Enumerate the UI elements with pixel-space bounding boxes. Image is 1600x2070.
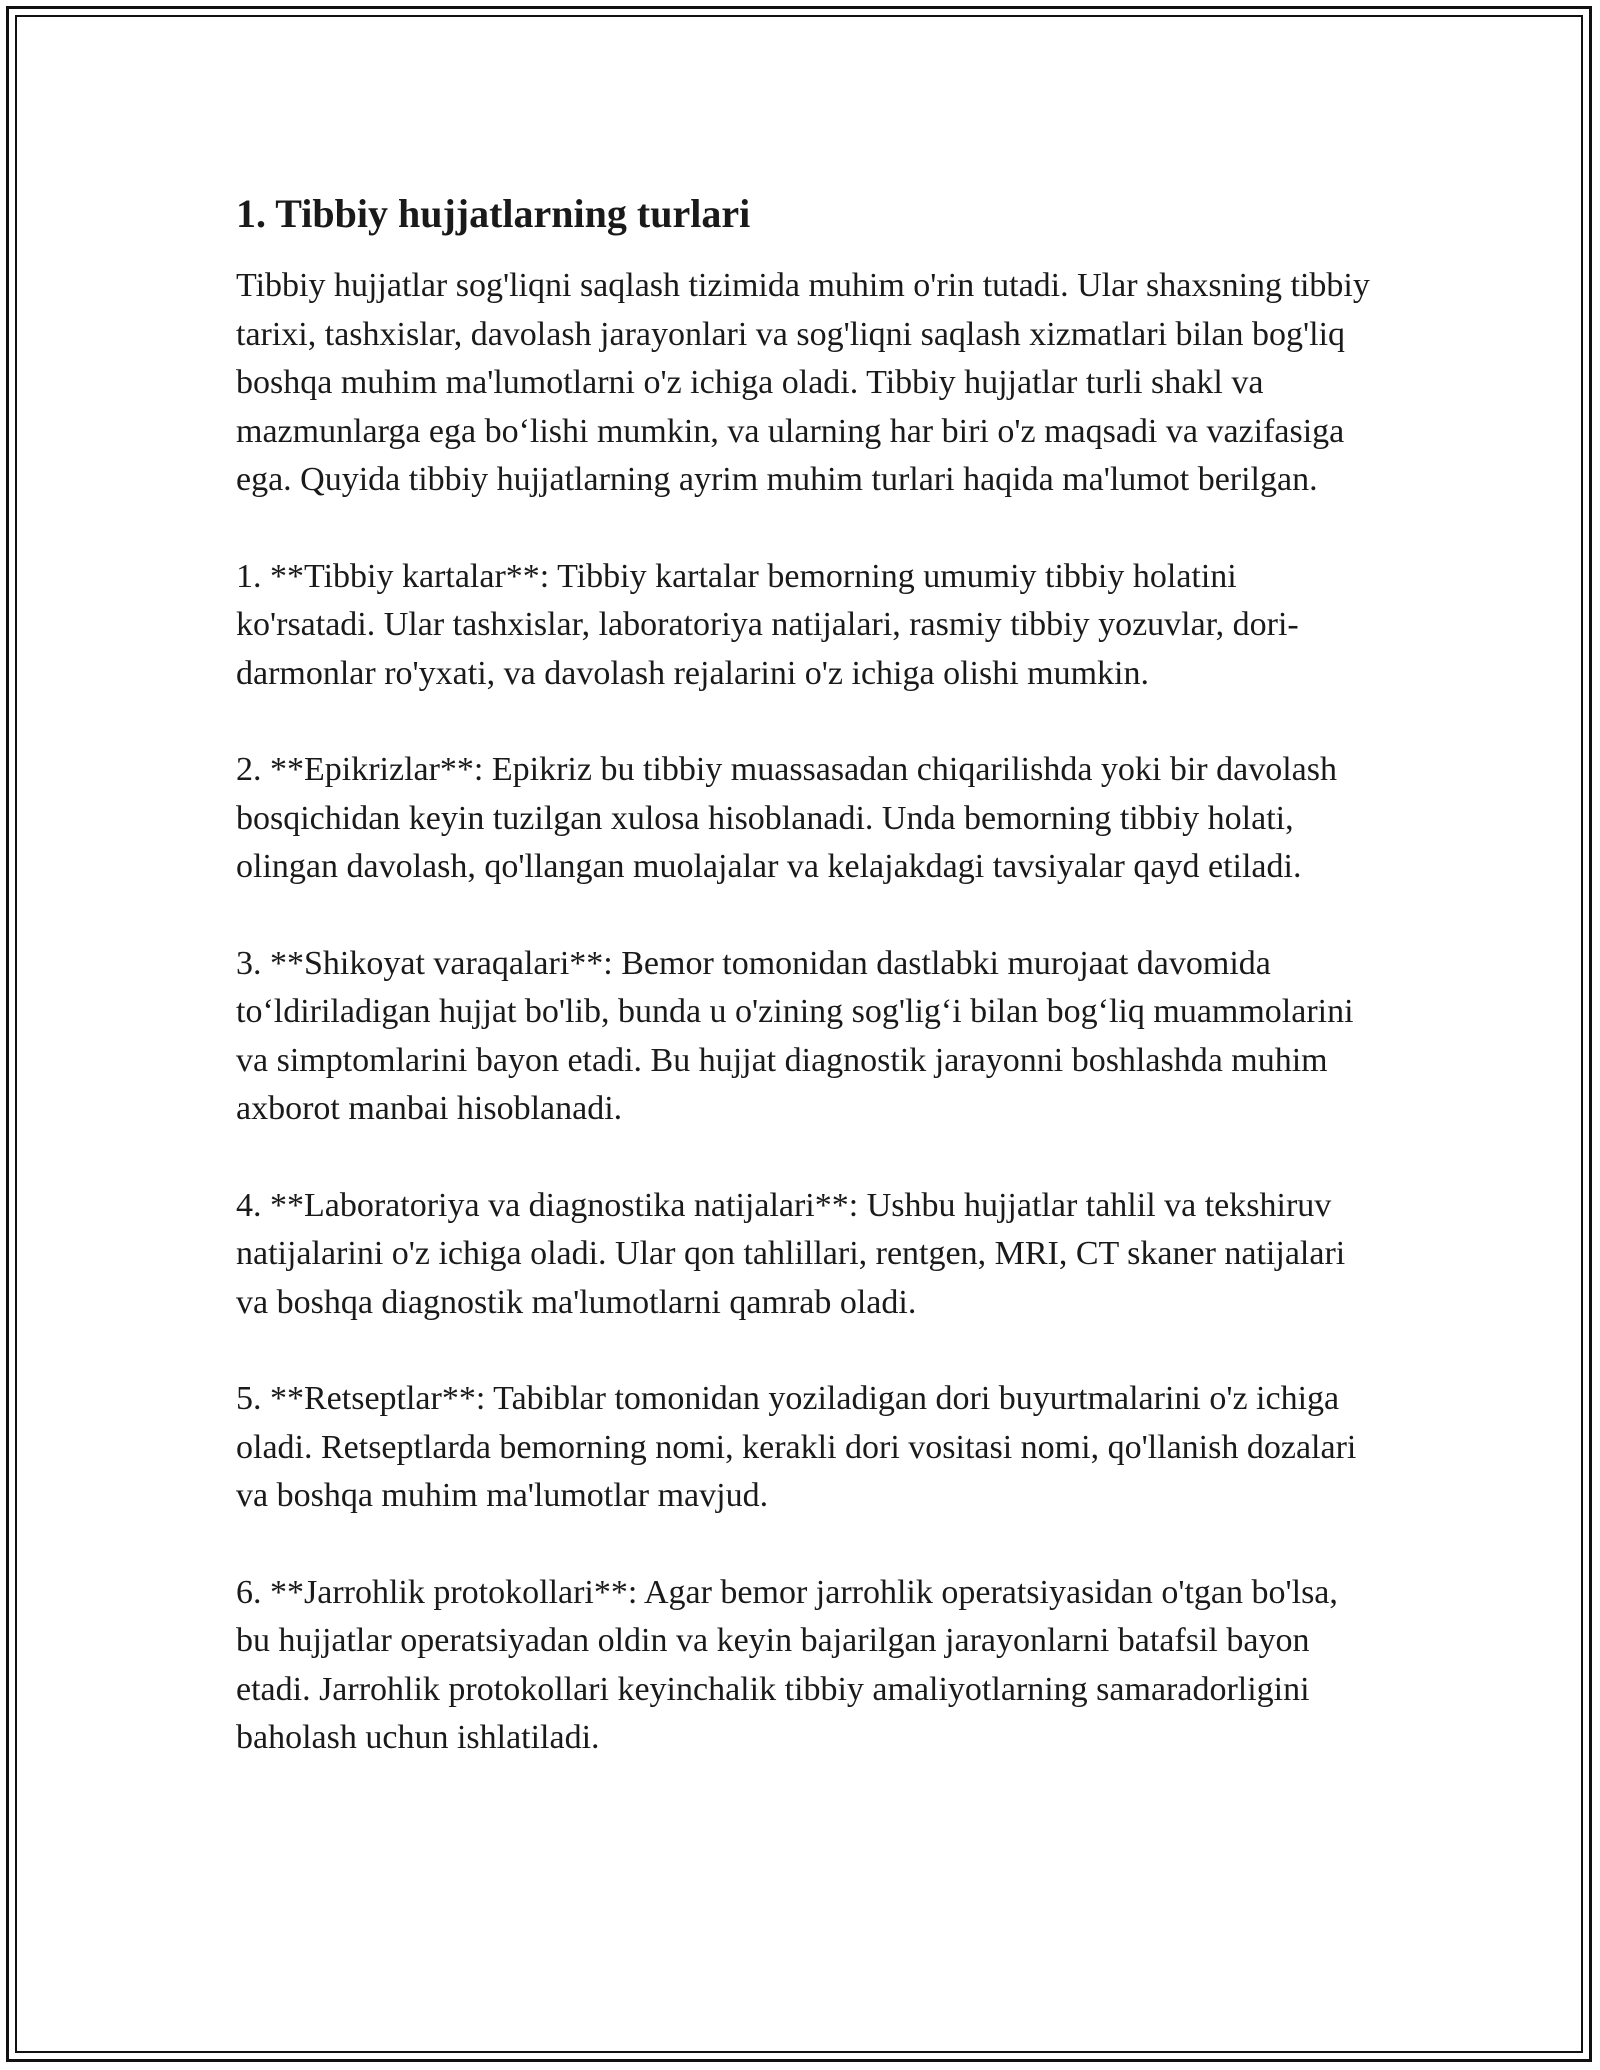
section-heading: 1. Tibbiy hujjatlarning turlari — [236, 191, 751, 236]
list-item-epicrisis: 2. **Epikrizlar**: Epikriz bu tibbiy muassasadan chiqarilishda yoki bir davolash bosqichidan keyin tuzilgan xulosa hisoblanadi. Unda bemorning tibbiy holati, olingan davolash, qo'llangan muolajalar va kelajakdagi tavsiyalar qayd etiladi. — [236, 751, 1337, 885]
list-item-complaint-sheets: 3. **Shikoyat varaqalari**: Bemor tomonidan dastlabki murojaat davomida to‘ldiriladigan hujjat bo'lib, bunda u o'zining sog'lig‘i bilan bog‘liq muammolarini va simptomlarini bayon etadi. Bu hujjat diagnostik jarayonni boshlashda muhim axborot manbai hisoblanadi. — [236, 944, 1354, 1127]
intro-paragraph: Tibbiy hujjatlar sog'liqni saqlash tizimida muhim o'rin tutadi. Ular shaxsning tibbiy tarixi, tashxislar, davolash jarayonlari va sog'liqni saqlash xizmatlari bilan bog'liq boshqa muhim ma'lumotlarni o'z ichiga oladi. Tibbiy hujjatlar turli shakl va mazmunlarga ega bo‘lishi mumkin, va ularning har biri o'z maqsadi va vazifasiga ega. Quyida tibbiy hujjatlarning ayrim muhim turlari haqida ma'lumot berilgan. — [236, 267, 1370, 498]
list-item-lab-results: 4. **Laboratoriya va diagnostika natijalari**: Ushbu hujjatlar tahlil va tekshiruv natijalarini o'z ichiga oladi. Ular qon tahlillari, rentgen, MRI, CT skaner natijalari va boshqa diagnostik ma'lumotlarni qamrab oladi. — [236, 1186, 1346, 1321]
list-item-medical-cards: 1. **Tibbiy kartalar**: Tibbiy kartalar bemorning umumiy tibbiy holatini ko'rsatadi. Ular tashxislar, laboratoriya natijalari, rasmiy tibbiy yozuvlar, dori-darmonlar ro'yxati, va davolash rejalarini o'z ichiga olishi mumkin. — [236, 557, 1299, 692]
document-body — [236, 188, 1376, 1763]
list-item-prescriptions: 5. **Retseptlar**: Tabiblar tomonidan yoziladigan dori buyurtmalarini o'z ichiga oladi. Retseptlarda bemorning nomi, kerakli dori vositasi nomi, qo'llanish dozalari va boshqa muhim ma'lumotlar mavjud. — [236, 1380, 1357, 1514]
list-item-surgical-protocols: 6. **Jarrohlik protokollari**: Agar bemor jarrohlik operatsiyasidan o'tgan bo'lsa, bu hujjatlar operatsiyadan oldin va keyin bajarilgan jarayonlarni batafsil bayon etadi. Jarrohlik protokollari keyinchalik tibbiy amaliyotlarning samaradorligini baholash uchun ishlatiladi. — [236, 1573, 1338, 1756]
